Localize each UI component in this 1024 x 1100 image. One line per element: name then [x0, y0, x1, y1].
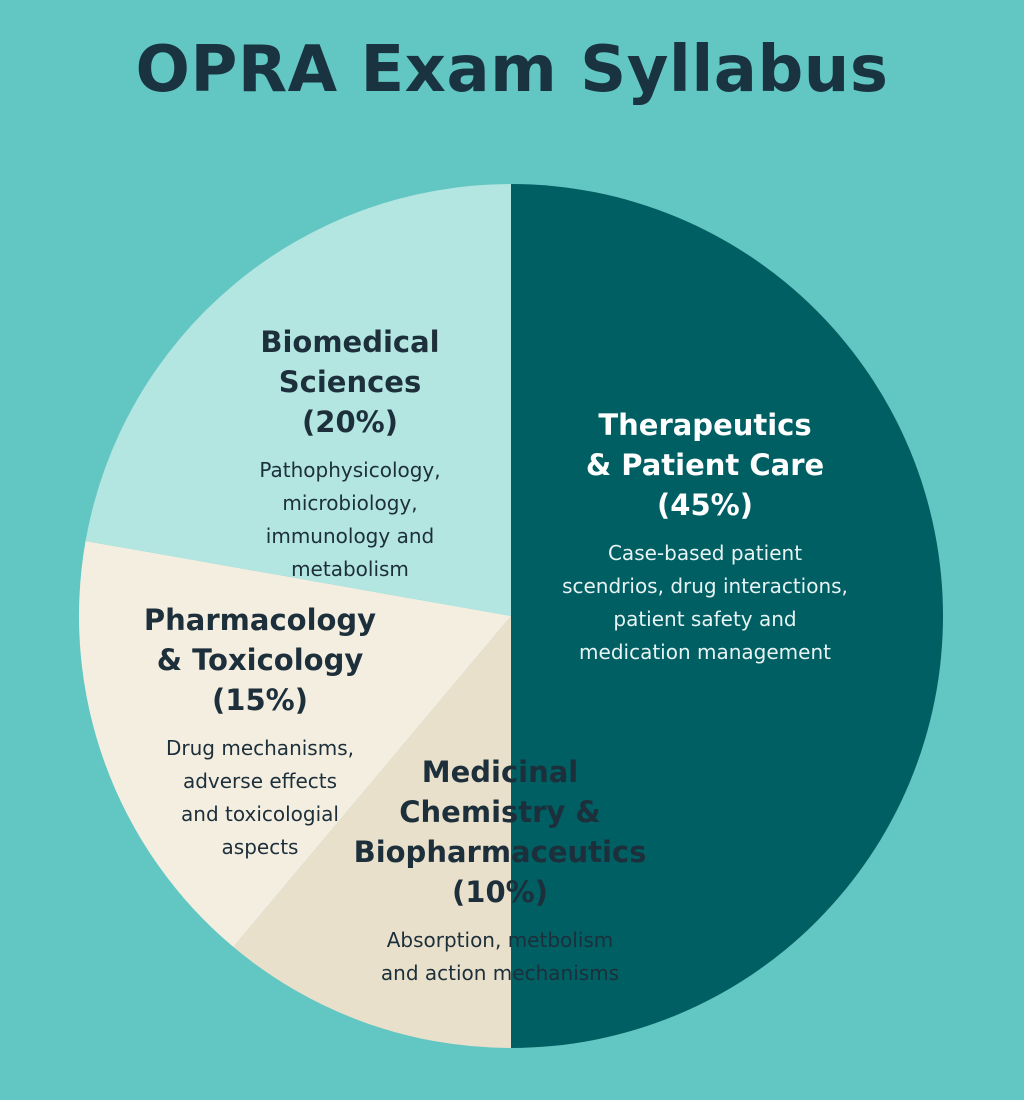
slice-name	[110, 600, 410, 720]
slice-description-line: adverse effects	[182, 769, 338, 793]
slice-description	[200, 454, 500, 586]
chart-title: OPRA Exam Syllabus	[135, 33, 889, 107]
slice-description-line: and action mechanisms	[380, 961, 620, 985]
slice-description-line: patient safety and	[613, 607, 797, 631]
slice-name-line: Sciences	[278, 365, 422, 399]
slice-name	[520, 405, 890, 525]
slice-name-line: Medicinal	[421, 755, 579, 789]
slice-percent-label: (20%)	[302, 405, 398, 439]
slice-description-line: Case-based patient	[607, 541, 803, 565]
slice-label-3	[110, 600, 410, 864]
slice-name-line: & Toxicology	[156, 643, 364, 677]
slice-name-line: Biomedical	[260, 325, 440, 359]
slice-label-4	[200, 322, 500, 586]
slice-description	[520, 537, 890, 669]
slice-percent-label: (45%)	[657, 488, 753, 522]
slice-description-line: microbiology,	[282, 491, 418, 515]
slice-description	[330, 924, 670, 990]
slice-description-line: Drug mechanisms,	[166, 736, 354, 760]
slice-name	[200, 322, 500, 442]
slice-description-line: medication management	[579, 640, 831, 664]
slice-name-line: Therapeutics	[598, 408, 812, 442]
slice-name-line: & Patient Care	[585, 448, 825, 482]
slice-description-line: Absorption, metbolism	[386, 928, 614, 952]
slice-name-line: Chemistry &	[399, 795, 601, 829]
slice-description-line: immunology and	[265, 524, 435, 548]
slice-description-line: metabolism	[291, 557, 409, 581]
slice-description-line: aspects	[221, 835, 299, 859]
slice-name-line: Pharmacology	[143, 603, 377, 637]
slice-description-line: scendrios, drug interactions,	[562, 574, 848, 598]
slice-description-line: and toxicologial	[181, 802, 339, 826]
slice-label-1	[520, 405, 890, 669]
slice-description-line: Pathophysicology,	[259, 458, 441, 482]
slice-name-line: Biopharmaceutics	[353, 835, 647, 869]
slice-description	[110, 732, 410, 864]
slice-percent-label: (15%)	[212, 683, 308, 717]
slice-percent-label: (10%)	[452, 875, 548, 909]
